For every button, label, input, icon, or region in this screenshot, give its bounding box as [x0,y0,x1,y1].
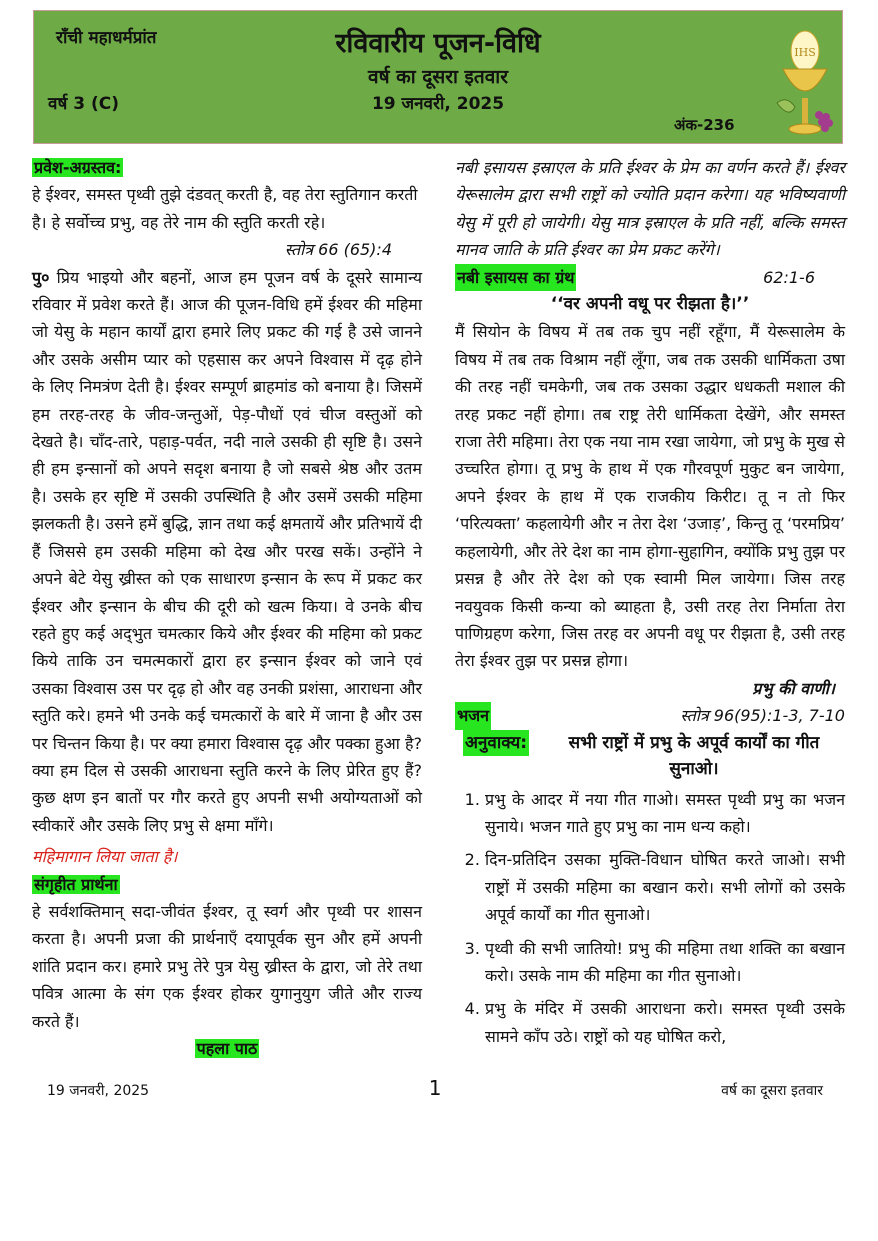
priest-label: पु० [32,267,50,287]
footer-date: 19 जनवरी, 2025 [47,1083,150,1100]
left-column [32,154,422,1062]
header-banner [33,10,843,144]
reading-body: मैं सियोन के विषय में तब तक चुप नहीं रहूँगा, मैं येरूसालेम के विषय में तब तक विश्राम नहीं लूँगा, जब तक उसकी धार्मिकता उषा की तरह नहीं चमकेगी, जब तक उसका उद्धार धधकती मशाल की तरह प्रकट नहीं होगा। तब राष्ट्र तेरी धार्मिकता देखेंगे, और समस्त राजा तेरी महिमा। तेरा एक नया नाम रखा जायेगा, जो प्रभु के मुख से उच्चरित होगा। तू प्रभु के हाथ में एक गौरवपूर्ण मुकुट बन जायेगा, अपने ईश्वर के हाथ में एक राजकीय किरीट। तू न तो फिर ‘परित्यक्ता’ कहलायेगी और न तेरा देश ‘उजाड़’, किन्तु तू ‘परमप्रिय’ कहलायेगी, और तेरे देश का नाम होगा-सुहागिन, क्योंकि प्रभु तुझ पर प्रसन्न है और तेरे देश को एक स्वामी मिल जायेगा। जिस तरह नवयुवक किसी कन्या को ब्याहता है, उसी तरह तेरा निर्माता तेरा पाणिग्रहण करेगा, जिस तरह वर अपनी वधू पर रीझता है, उसी तरह तेरा ईश्वर तुझ पर प्रसन्न होगा। [455,322,845,671]
header-date: 19 जनवरी, 2025 [371,94,505,114]
diocese-name: राँची महाधर्मप्रांत [56,28,157,48]
footer [47,1076,823,1100]
response-label: अनुवाक्य: [463,730,529,756]
columns [32,154,845,1062]
page-title: रविवारीय पूजन-विधि [335,28,541,59]
book-heading: नबी इसायस का ग्रंथ [455,264,576,291]
intro-text: प्रिय भाइयो और बहनों, आज हम पूजन वर्ष के दूसरे सामान्य रविवार में प्रवेश करते हैं। आज की पूजन-विधि हमें ईश्वर की महिमा जो येसु के महान कार्यों द्वारा हमारे लिए प्रकट की गई है उसे जानने और उसके असीम प्यार को एहसास कर अपने विश्वास में दृढ़ होने के लिए निमत्रंण देती है। ईश्वर सम्पूर्ण ब्राहमांड को बनाया है। जिसमें हम तरह-तरह के जीव-जन्तुओं, पेड़-पौधों एवं चीज वस्तुओं को देखते है। चाँद-तारे, पहाड़-पर्वत, नदी नाले उसकी ही सृष्टि है। उसने ही हम इन्सानों को अपने सदृश बनाया है जो सबसे श्रेष्ठ और उतम है। उसके हर सृष्टि में उसकी उपस्थिति है और उसमें उसकी महिमा झलकती है। उसने हमें बुद्धि, ज्ञान तथा कई क्षमतायें और प्रतिभायें दी हैं जिससे हम उसकी महिमा को देख और परख सकें। उन्होंने ने अपने बेटे येसु ख्रीस्त को एक साधारण इन्सान के रूप में प्रकट कर ईश्वर और इन्सान के बीच की दूरी को खत्म किया। वे उनके बीच रहते हुए कई अद्‌भुत चमत्कार किये और ईश्वर की महिमा को प्रकट किये ताकि उन चमत्मकारों द्वारा हर इन्सान ईश्वर को जाने एवं उसका विश्वास उस पर दृढ़ हो और वह उनकी प्रशंसा, आराधना और स्तुति करे। हमने भी उनके कई चमत्कारों के बारे में जाना है और उस पर चिन्तन किया है। पर क्या हमारा विश्वास दृढ़ और पक्का हुआ है? क्या हम दिल से उसकी आराधना स्तुति करने के लिए प्रेरित हुए हैं? कुछ क्षण इन बातों पर गौर करते हुए अपनी सभी अयोग्यताओं को स्वीकारें और उसके लिए प्रभु से क्षमा माँगे। [32,267,422,835]
svg-text:IHS: IHS [794,46,816,59]
psalm-ref: स्तोत्र 96(95):1-3, 7-10 [680,706,845,726]
list-item: 2. दिन-प्रतिदिन उसका मुक्ति-विधान घोषित करते जाओ। सभी राष्ट्रों में उसकी महिमा का बखान करो। सभी लोगों को उसके अपूर्व कार्यों का गीत सुनाओ। [485,846,845,928]
issue-number: अंक-236 [674,116,735,134]
word-of-lord: प्रभु की वाणी। [752,678,835,698]
sunday-name: वर्ष का दूसरा इतवार [368,66,508,88]
gloria-note: महिमागान लिया जाता है। [32,847,178,867]
reading-title: ‘‘वर अपनी वधू पर रीझता है।’’ [550,294,750,315]
entrance-antiphon-text: हे ईश्वर, समस्त पृथ्वी तुझे दंडवत् करती है, वह तेरा स्तुतिगान करती है। हे सर्वोच्च प्रभु, वह तेरे नाम की स्तुति करती रहे। [32,185,418,232]
psalm-heading: भजन [455,702,491,729]
right-column [455,154,845,1062]
chalice-icon [769,23,839,141]
reading-intro: नबी इसायस इस्राएल के प्रति ईश्वर के प्रेम का वर्णन करते हैं। ईश्वर येरूसालेम द्वारा सभी राष्ट्रों को ज्योति प्रदान करेगा। यह भविष्यवाणी येसु में पूरी हो जायेगी। येसु मात्र इस्राएल के प्रति नहीं, बल्कि समस्त मानव जाति के प्रति ईश्वर का प्रेम प्रकट करेंगे। [455,158,845,260]
liturgical-year: वर्ष 3 (C) [48,94,119,114]
list-item: 4. प्रभु के मंदिर में उसकी आराधना करो। समस्त पृथ्वी उसके सामने काँप उठे। राष्ट्रों को यह घोषित करो, [485,995,845,1050]
footer-title: वर्ष का दूसरा इतवार [721,1083,823,1100]
collect-heading: संगृहीत प्रार्थना [34,874,118,894]
entrance-antiphon-heading: प्रवेश-अग्रस्तव: [34,158,122,177]
response-text: सभी राष्ट्रों में प्रभु के अपूर्व कार्यों का गीत सुनाओ। [568,732,820,779]
response [455,730,845,782]
collect-text: हे सर्वशक्तिमान् सदा-जीवंत ईश्वर, तू स्वर्ग और पृथ्वी पर शासन करता है। अपनी प्रजा की प्रार्थनाएँ दयापूर्वक सुन और हमें अपनी शांति प्रदान कर। हमारे प्रभु तेरे पुत्र येसु ख्रीस्त के द्वारा, जो तेरे तथा पवित्र आत्मा के संग एक ईश्वर होकर युगानुयुग जीते और राज्य करते हैं। [32,901,422,1031]
first-reading-heading: पहला पाठ [196,1039,258,1058]
list-item: 3. पृथ्वी की सभी जातियो! प्रभु की महिमा तथा शक्ति का बखान करो। उसके नाम की महिमा का गीत सुनाओ। [485,935,845,990]
intro-paragraph [32,264,422,840]
page-number: 1 [428,1076,442,1101]
list-item: 1. प्रभु के आदर में नया गीत गाओ। समस्त पृथ्वी प्रभु का भजन सुनाये। भजन गाते हुए प्रभु का नाम धन्य कहो। [485,786,845,841]
book-ref: 62:1-6 [763,267,815,287]
psalm-verses [455,786,845,1051]
entrance-ref: स्तोत्र 66 (65):4 [284,240,392,260]
